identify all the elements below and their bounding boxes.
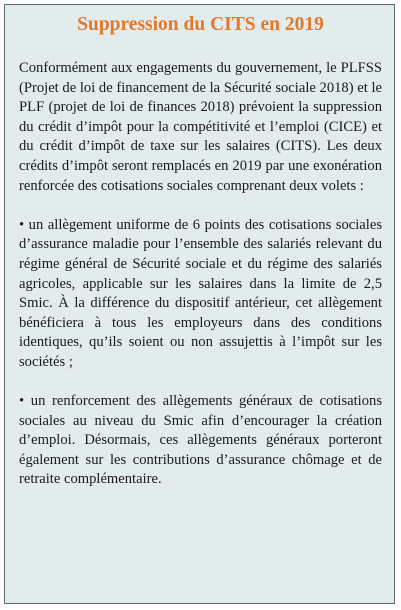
paragraph-bullet-1: • un allègement uniforme de 6 points des cotisations sociales d’assurance maladie pour l’ensemble des salariés relevant du régime général de Sécurité sociale et du régime des salariés agricoles, applicable sur les salaires dans la limite de 2,5 Smic. À la différence du dispositif antérieur, cet allègement bénéficiera à tous les employeurs dans des conditions identiques, qu’ils soient ou non assujettis à l’impôt sur les sociétés ; xyxy=(19,216,382,370)
box-title: Suppression du CITS en 2019 xyxy=(77,14,324,35)
paragraph-spacer xyxy=(19,196,382,216)
paragraph-bullet-2: • un renforcement des allègements généraux de cotisations sociales au niveau du Smic afin d’encourager la création d’emploi. Désormais, ces allègements généraux porteront également sur les contributions d’assurance chômage et de retraite complémentaire. xyxy=(19,393,382,488)
paragraph-spacer xyxy=(19,373,382,393)
paragraph-intro: Conformément aux engagements du gouvernement, le PLFSS (Projet de loi de financement de la Sécurité sociale 2018) et le PLF (projet de loi de finances 2018) prévoient la suppression du crédit d’impôt pour la compétitivité et l’emploi (CICE) et du crédit d’impôt de taxe sur les salaires (CITS). Les deux crédits d’impôt seront remplacés en 2019 par une exonération renforcée des cotisations sociales comprenant deux volets : xyxy=(19,60,382,194)
info-box xyxy=(4,4,395,604)
